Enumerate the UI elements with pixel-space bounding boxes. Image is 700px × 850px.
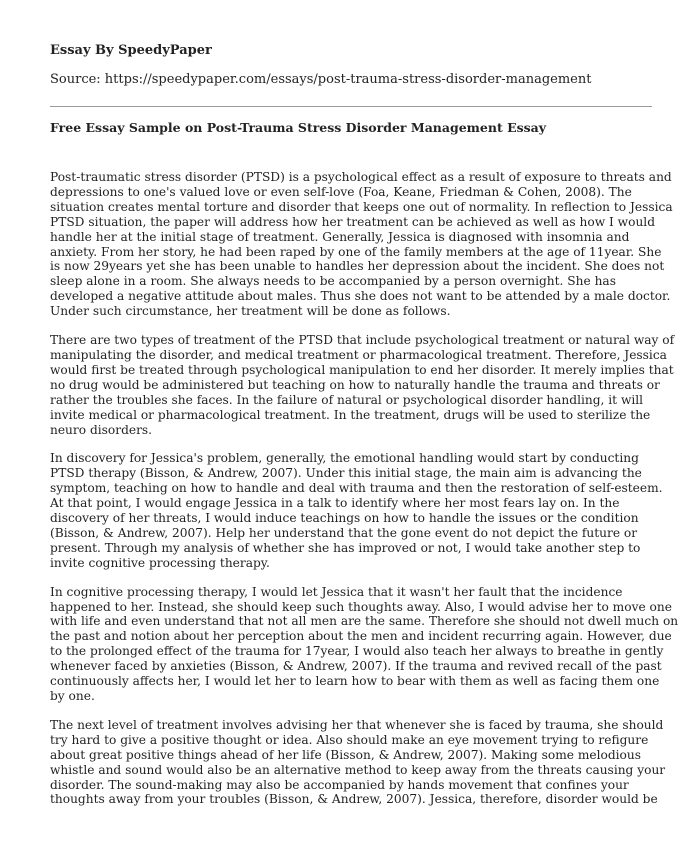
text-line: developed a negative attitude about males. Thus she does not want to be attended by a male doctor. bbox=[50, 289, 671, 304]
text-line: about great positive things ahead of her life (Bisson, & Andrew, 2007). Making some melodious bbox=[50, 747, 641, 762]
text-line: by one. bbox=[50, 689, 95, 703]
brand-heading: Essay By SpeedyPaper bbox=[50, 43, 212, 58]
text-line: symptom, teaching on how to handle and deal with trauma and then the restoration of self-esteem. bbox=[50, 481, 663, 496]
text-line: sleep alone in a room. She always needs to be accompanied by a person overnight. She has bbox=[50, 274, 616, 289]
text-line: present. Through my analysis of whether she has improved or not, I would take another step to bbox=[50, 540, 641, 555]
text-line: The next level of treatment involves advising her that whenever she is faced by trauma, she should bbox=[50, 717, 664, 732]
text-line: with life and even understand that not all men are the same. Therefore she should not dwell much on bbox=[50, 614, 679, 629]
text-line: disorder. The sound-making may also be accompanied by hands movement that confines your bbox=[50, 777, 629, 792]
text-line: manipulating the disorder, and medical treatment or pharmacological treatment. Therefore, Jessica bbox=[50, 347, 667, 362]
text-line: In discovery for Jessica's problem, generally, the emotional handling would start by conducting bbox=[50, 451, 639, 466]
text-line: (Bisson, & Andrew, 2007). Help her understand that the gone event do not depict the future or bbox=[50, 525, 638, 540]
essay-paragraph bbox=[50, 718, 690, 807]
essay-paragraph bbox=[50, 333, 690, 437]
essay-title: Free Essay Sample on Post-Trauma Stress Disorder Management Essay bbox=[50, 120, 547, 135]
text-line: would first be treated through psychological manipulation to end her disorder. It merely implies that bbox=[50, 362, 674, 377]
text-line: neuro disorders. bbox=[50, 422, 153, 437]
text-line: depressions to one's valued love or even self-love (Foa, Keane, Friedman & Cohen, 2008). The bbox=[50, 184, 632, 199]
text-line: PTSD situation, the paper will address how her treatment can be achieved as well as how I would bbox=[50, 214, 656, 229]
text-line: whistle and sound would also be an alternative method to keep away from the threats causing your bbox=[50, 762, 666, 777]
text-line: to the prolonged effect of the trauma for 17year, I would also teach her always to breathe in gently bbox=[50, 644, 664, 659]
text-line: the past and notion about her perception about the men and incident recurring again. However, due bbox=[50, 629, 672, 644]
text-line: situation creates mental torture and disorder that keeps one out of normality. In reflection to Jessica bbox=[50, 199, 673, 214]
text-line: invite cognitive processing therapy. bbox=[50, 555, 270, 570]
text-line: At that point, I would engage Jessica in a talk to identify where her most fears lay on. In the bbox=[50, 496, 620, 511]
essay-paragraph bbox=[50, 451, 690, 570]
essay-body bbox=[50, 170, 690, 821]
text-line: In cognitive processing therapy, I would let Jessica that it wasn't her fault that the incidence bbox=[50, 584, 623, 599]
text-line: Under such circumstance, her treatment will be done as follows. bbox=[50, 304, 451, 319]
text-line: rather the troubles she faces. In the failure of natural or psychological disorder handling, it will bbox=[50, 392, 644, 407]
text-line: Post-traumatic stress disorder (PTSD) is a psychological effect as a result of exposure to threats and bbox=[50, 170, 672, 184]
text-line: thoughts away from your troubles (Bisson, & Andrew, 2007). Jessica, therefore, disorder would be bbox=[50, 792, 658, 807]
divider bbox=[50, 106, 652, 107]
text-line: no drug would be administered but teaching on how to naturally handle the trauma and threats or bbox=[50, 377, 660, 392]
text-line: anxiety. From her story, he had been raped by one of the family members at the age of 11year. She bbox=[50, 244, 662, 259]
essay-paragraph bbox=[50, 585, 690, 704]
essay-paragraph bbox=[50, 170, 690, 319]
text-line: invite medical or pharmacological treatment. In the treatment, drugs will be used to sterilize the bbox=[50, 407, 651, 422]
text-line: happened to her. Instead, she should keep such thoughts away. Also, I would advise her to move one bbox=[50, 599, 672, 614]
text-line: discovery of her threats, I would induce teachings on how to handle the issues or the condition bbox=[50, 511, 639, 526]
text-line: PTSD therapy (Bisson, & Andrew, 2007). Under this initial stage, the main aim is advancing the bbox=[50, 466, 642, 481]
text-line: try hard to give a positive thought or idea. Also should make an eye movement trying to refigure bbox=[50, 732, 649, 747]
source-line: Source: https://speedypaper.com/essays/post-trauma-stress-disorder-management bbox=[50, 72, 592, 87]
text-line: whenever faced by anxieties (Bisson, & Andrew, 2007). If the trauma and revived recall of the past bbox=[50, 659, 662, 674]
text-line: There are two types of treatment of the PTSD that include psychological treatment or natural way of bbox=[50, 333, 675, 348]
text-line: continuously affects her, I would let her to learn how to bear with them as well as facing them one bbox=[50, 674, 660, 689]
text-line: is now 29years yet she has been unable to handles her depression about the incident. She does not bbox=[50, 259, 665, 274]
text-line: handle her at the initial stage of treatment. Generally, Jessica is diagnosed with insomnia and bbox=[50, 229, 630, 244]
